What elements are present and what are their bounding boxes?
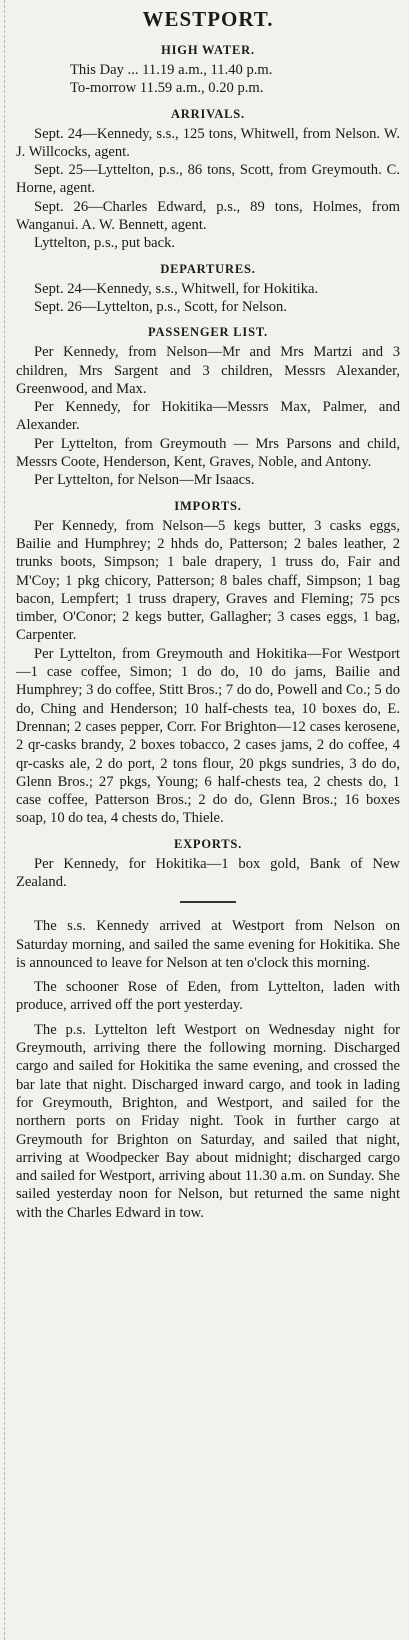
exports-heading: EXPORTS. (173, 836, 243, 851)
passenger-list-heading: PASSENGER LIST. (148, 325, 268, 340)
tide-row-today: This Day ... 11.19 a.m., 11.40 p.m. (70, 62, 273, 78)
arrival-item: Sept. 24—Kennedy, s.s., 125 tons, Whitwell, from Nelson. W. J. Willcocks, agent. (16, 125, 400, 160)
news-paragraph: The schooner Rose of Eden, from Lyttelton, laden with produce, arrived off the port yesterday. (16, 979, 400, 1014)
import-item: Per Kennedy, from Nelson—5 kegs butter, 3 casks eggs, Bailie and Humphrey; 2 hhds do, Patterson; 2 bales leather, 2 trunks boots, Simpson; 1 bale drapery, 1 truss do, Fair and M'Coy; 1 pkg chicory, Patterson; 8 bales chaff, Simpson; 1 bag bacon, Lempfert; 1 truss drapery, Graves and Fleming; 75 pcs timber, O'Conor; 2 kegs butter, Gallagher; 3 cases eggs, 1 bag, Carpenter. (16, 517, 400, 644)
departure-item: Sept. 26—Lyttelton, p.s., Scott, for Nelson. (34, 298, 287, 315)
page-title: WESTPORT. (142, 7, 274, 31)
departure-item: Sept. 24—Kennedy, s.s., Whitwell, for Hokitika. (34, 280, 319, 297)
news-paragraph: The p.s. Lyttelton left Westport on Wednesday night for Greymouth, arriving there the following morning. Discharged cargo and sailed for Hokitika the same evening, and crossed the bar late that night. Discharged inward cargo, and took in lading for Greymouth, Brighton, and Westport, and sailed for the northern ports on Friday night. Took in further cargo at Greymouth for Brighton on Saturday, and sailed that night, arriving at Woodpecker Bay about midnight; discharged cargo and sailed for Westport, arriving about 11.30 a.m. on Sunday. She sailed yesterday noon for Nelson, but returned the same night with the Charles Edward in tow. (16, 1021, 400, 1221)
arrival-item: Sept. 25—Lyttelton, p.s., 86 tons, Scott, from Greymouth. C. Horne, agent. (16, 162, 400, 197)
high-water-heading: HIGH WATER. (161, 43, 255, 57)
arrival-item: Lyttelton, p.s., put back. (34, 235, 176, 252)
passenger-item: Per Kennedy, from Nelson—Mr and Mrs Martzi and 3 children, Mrs Sargent and 3 children, Messrs Alexander, Greenwood, and Max. (16, 344, 400, 397)
departures-heading: DEPARTURES. (160, 261, 256, 276)
arrival-item: Sept. 26—Charles Edward, p.s., 89 tons, Holmes, from Wanganui. A. W. Bennett, agent. (16, 198, 400, 234)
shipping-column (16, 4, 400, 1222)
tide-row-tomorrow: To-morrow 11.59 a.m., 0.20 p.m. (70, 80, 264, 97)
import-item: Per Lyttelton, from Greymouth and Hokitika—For Westport—1 case coffee, Simon; 1 do do, 10 do jams, Bailie and Humphrey; 3 do coffee, Stitt Bros.; 7 do do, Powell and Co.; 5 do do, Ching and Henderson; 10 half-chests tea, 10 boxes do, E. Drennan; 2 cases pepper, Corr. For Brighton—12 cases kerosene, 2 qr-casks brandy, 2 boxes tobacco, 2 cases jams, 2 do coffee, 4 qr-casks ale, 2 do port, 2 tons flour, 20 pkgs sundries, 3 do do, Glenn Bros.; 27 pkgs, Young; 6 half-chests tea, 2 chests do, 1 case coffee, Patterson Bros.; 2 do do, Glenn Bros.; 16 boxes soap, 10 do tea, 4 chests do, Thiele. (16, 645, 400, 827)
imports-heading: IMPORTS. (174, 498, 242, 513)
news-paragraph: The s.s. Kennedy arrived at Westport from Nelson on Saturday morning, and sailed the same evening for Hokitika. She is announced to leave for Nelson at ten o'clock this morning. (16, 918, 400, 971)
page-margin-rule (4, 0, 6, 1640)
passenger-item: Per Lyttelton, for Nelson—Mr Isaacs. (34, 472, 255, 489)
passenger-item: Per Kennedy, for Hokitika—Messrs Max, Palmer, and Alexander. (16, 399, 400, 434)
section-divider (180, 901, 236, 903)
export-item: Per Kennedy, for Hokitika—1 box gold, Bank of New Zealand. (16, 855, 400, 890)
arrivals-heading: ARRIVALS. (170, 106, 245, 121)
passenger-item: Per Lyttelton, from Greymouth — Mrs Parsons and child, Messrs Coote, Henderson, Kent, Graves, Noble, and Antony. (16, 435, 400, 471)
